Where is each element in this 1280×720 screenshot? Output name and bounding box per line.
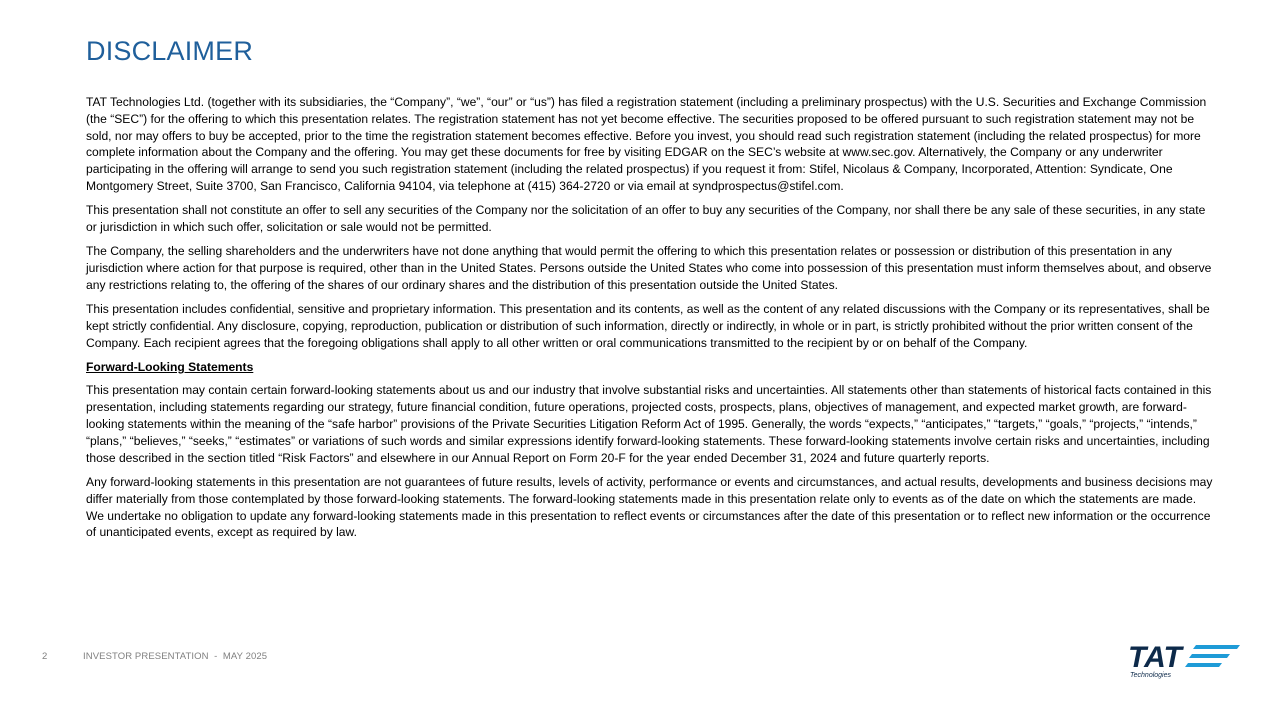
page-title: DISCLAIMER	[86, 36, 254, 66]
paragraph-no-offer: This presentation shall not constitute an offer to sell any securities of the Company nor the solicitation of an offer to buy any securities of the Company, nor shall there be any sale of these securities, in any state or jurisdiction in which such offer, solicitation or sale would not be permitted.	[86, 203, 1206, 235]
svg-text:TAT: TAT	[1128, 641, 1182, 674]
logo-stripe-3	[1185, 663, 1222, 667]
page-number: 2	[42, 651, 48, 662]
logo-stripe-2	[1189, 654, 1230, 658]
disclaimer-body	[86, 94, 1214, 549]
paragraph-jurisdiction: The Company, the selling shareholders and the underwriters have not done anything that would permit the offering to which this presentation relates or possession or distribution of this presentation in any jurisdiction where action for that purpose is required, other than in the United States. Persons outside the United States who come into possession of this presentation must inform themselves about, and observe any restrictions relating to, the offering of the shares of our ordinary shares and the distribution of this presentation outside the United States.	[86, 244, 1212, 292]
tat-technologies-logo	[1126, 640, 1240, 682]
logo-subtitle: Technologies	[1130, 672, 1171, 679]
paragraph-confidential: This presentation includes confidential, sensitive and proprietary information. This presentation and its contents, as well as the content of any related discussions with the Company or its representatives, shall be kept strictly confidential. Any disclosure, copying, reproduction, publication or distribution of such information, directly or indirectly, in whole or in part, is strictly prohibited without the prior written consent of the Company. Each recipient agrees that the foregoing obligations shall apply to all other written or oral communications transmitted to the recipient by or on behalf of the Company.	[86, 302, 1210, 350]
paragraph-registration: TAT Technologies Ltd. (together with its subsidiaries, the “Company”, “we”, “our” or “us”) has filed a registration statement (including a preliminary prospectus) with the U.S. Securities and Exchange Commission (the “SEC”) for the offering to which this presentation relates. The registration statement has not yet become effective. The securities proposed to be offered pursuant to such registration statement may not be sold, nor may offers to buy be accepted, prior to the time the registration statement becomes effective. Before you invest, you should read such registration statement (including the related prospectus) for more complete information about the Company and the offering. You may get these documents for free by visiting EDGAR on the SEC’s website at www.sec.gov. Alternatively, the Company or any underwriter participating in the offering will arrange to send you such registration statement (including the related prospectus) if you request it from: Stifel, Nicolaus & Company, Incorporated, Attention: Syndicate, One Montgomery Street, Suite 3700, San Francisco, California 94104, via telephone at (415) 364-2720 or via email at syndprospectus@stifel.com.	[86, 95, 1207, 193]
paragraph-forward-looking: This presentation may contain certain forward-looking statements about us and our industry that involve substantial risks and uncertainties. All statements other than statements of historical facts contained in this presentation, including statements regarding our strategy, future financial condition, future operations, projected costs, prospects, plans, objectives of management, and expected market growth, are forward-looking statements within the meaning of the “safe harbor” provisions of the Private Securities Litigation Reform Act of 1995. Generally, the words “expects,” “anticipates,” “targets,” “goals,” “projects,” “intends,” “plans,” “believes,” “seeks,” “estimates” or variations of such words and similar expressions identify forward-looking statements. These forward-looking statements involve certain risks and uncertainties, including those described in the section titled “Risk Factors” and elsewhere in our Annual Report on Form 20-F for the year ended December 31, 2024 and future quarterly reports.	[86, 383, 1212, 465]
footer-label: INVESTOR PRESENTATION - MAY 2025	[83, 651, 268, 662]
paragraph-no-guarantee: Any forward-looking statements in this presentation are not guarantees of future results, levels of activity, performance or events and circumstances, and actual results, developments and business decisions may differ materially from those contemplated by those forward-looking statements. The forward-looking statements made in this presentation relate only to events as of the date on which the statements are made. We undertake no obligation to update any forward-looking statements made in this presentation to reflect events or circumstances after the date of this presentation or to reflect new information or the occurrence of unanticipated events, except as required by law.	[86, 474, 1213, 540]
logo-stripe-1	[1193, 645, 1240, 649]
section-heading-forward-looking: Forward-Looking Statements	[86, 360, 254, 375]
